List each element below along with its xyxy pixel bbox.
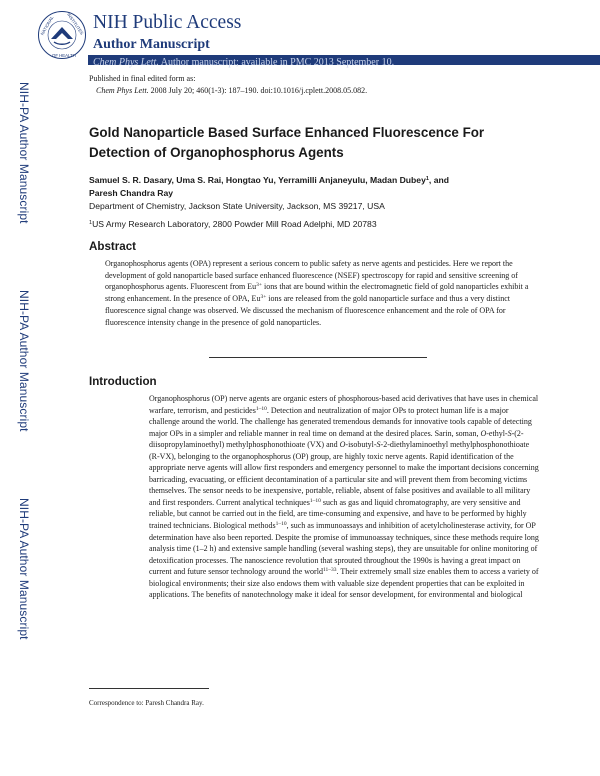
citation-line	[96, 86, 367, 95]
intro-part-6: -2-diethylaminoethyl methylphosphonothioate (R-VX), belonging to the organophosphorus (OP) group, are highly toxic nerve agents. Rapid identification of the appropriate nerve agents will allow first responders and emergency personnel to make the important decisions concerning barricading, evacuating, or efficient decontamination of a particular site and will prevent them from becoming victims themselves. The sensor needs to be inexpensive, portable, reliable, absent of false positives and available to all military and first responders. Current analytical techniques	[149, 440, 539, 507]
intro-part-5: -isobutyl-	[345, 440, 377, 450]
logo-text-bottom: OF HEALTH	[52, 53, 76, 58]
introduction-heading: Introduction	[89, 375, 157, 388]
affiliation-2	[89, 219, 377, 229]
affiliation-2-text: US Army Research Laboratory, 2800 Powder Mill Road Adelphi, MD 20783	[92, 219, 377, 229]
logo-text-right: INSTITUTES	[66, 12, 85, 36]
introduction-text	[149, 393, 541, 601]
citation-journal: Chem Phys Lett.	[96, 86, 149, 95]
availability-line	[93, 57, 394, 68]
abstract-sup-1: 3+	[256, 282, 263, 289]
authors-main: Samuel S. R. Dasary, Uma S. Rai, Hongtao Yu, Yerramilli Anjaneyulu, Madan Dubey	[89, 175, 426, 185]
intro-part-3: -ethyl-	[486, 428, 508, 438]
intro-part-4: -(2-diisopropylaminoethyl) methylphosphonothioate (VX) and	[149, 428, 524, 450]
published-in-label: Published in final edited form as:	[89, 74, 196, 83]
abstract-text	[105, 258, 535, 328]
authors-separator: , and	[428, 175, 449, 185]
side-label-top: NIH-PA Author Manuscript	[17, 82, 31, 224]
affiliation-1: Department of Chemistry, Jackson State University, Jackson, MS 39217, USA	[89, 201, 385, 211]
intro-cite-2: 1–10	[309, 497, 321, 504]
intro-italic-3: O	[339, 440, 346, 450]
authors-last: Paresh Chandra Ray	[89, 187, 174, 198]
abstract-heading: Abstract	[89, 240, 137, 253]
intro-cite-1: 1–10	[255, 405, 267, 412]
intro-part-7: such as gas and liquid chromatography, are very sensitive and reliable, but cannot be carried out in the field, are time-consuming and expensive, and have to be performed by highly trained technicians. Biological methods	[149, 497, 527, 531]
side-label-middle: NIH-PA Author Manuscript	[17, 290, 31, 432]
abstract-divider	[209, 357, 427, 358]
abstract-part-2: ions that are bound within the electromagnetic field of gold nanoparticles exhibit a strong enhancement. In the presence of OPA, Eu	[105, 282, 529, 304]
citation-details: 2008 July 20; 460(1-3): 187–190. doi:10.1016/j.cplett.2008.05.082.	[148, 86, 368, 95]
footnote-divider	[89, 688, 209, 689]
intro-part-1: Organophosphorus (OP) nerve agents are organic esters of phosphorous-based acid derivatives that have uses in chemical warfare, terrorism, and pesticides	[149, 394, 539, 415]
availability-journal: Chem Phys Lett.	[93, 57, 159, 68]
author-list	[89, 174, 559, 199]
correspondence-footnote: Correspondence to: Paresh Chandra Ray.	[89, 699, 204, 707]
intro-italic-1: O	[480, 428, 487, 438]
abstract-part-3: ions are released from the gold nanoparticle surface and thus a very distinct fluorescence signal change was observed. We discussed the mechanism of fluorescence enhancement and the role of OPA for fluorescence intensity change in the presence of gold nanoparticles.	[105, 294, 510, 327]
nih-public-access-title: NIH Public Access	[93, 12, 242, 33]
intro-italic-4: S	[376, 440, 381, 450]
intro-part-9: . Their extremely small size enables them to access a variety of biological environments; their size also endows them with valuable size dependent properties that can be exploited in applications. The benefits of nanotechnology make it ideal for sensor development, for environmental and biological	[149, 567, 539, 600]
side-label-bottom: NIH-PA Author Manuscript	[17, 498, 31, 640]
article-title: Gold Nanoparticle Based Surface Enhanced Fluorescence For Detection of Organophosphorus Agents	[89, 125, 485, 160]
nih-logo	[37, 10, 87, 60]
affiliation-2-mark: 1	[89, 220, 93, 226]
abstract-part-1: Organophosphorus agents (OPA) represent a serious concern to public safety as nerve agents and pesticides. Here we report the development of gold nanoparticle based surface enhanced fluorescence (NSEF) spectroscopy for rapid and sensitive screening of organophosphorus agents. Fluorescent from Eu	[105, 259, 518, 292]
intro-part-2: . Detection and neutralization of major OPs to protect human life is a major challenge around the world. The challenge has generated tremendous demands for innovative tools capable of detecting major OPs in a simpler and reliable manner in real time on demand at the desired places. Sarin, soman,	[149, 405, 532, 438]
abstract-sup-2: 3+	[260, 294, 267, 301]
authors-affil-mark: 1	[425, 176, 429, 182]
intro-italic-2: S	[507, 428, 512, 438]
intro-cite-4: 11–33	[322, 567, 337, 574]
logo-text-left: NATIONAL	[39, 15, 55, 36]
author-manuscript-label: Author Manuscript	[93, 37, 210, 52]
intro-part-8: , such as immunoassays and inhibition of acetylcholinesterase activity, for OP determination have also been reported. Despite the promise of immunoassay techniques, since these methods require long analysis time (1–2 h) and extensive sample handling (several washing steps), they are unsuitable for online monitoring of detoxification processes. The nanoscience revolution that sprouted throughout the 1990s is having a great impact on current and future sensor technology around the world	[149, 521, 539, 577]
intro-cite-3: 1–10	[275, 521, 287, 528]
availability-text: Author manuscript; available in PMC 2013 September 10.	[158, 57, 395, 68]
